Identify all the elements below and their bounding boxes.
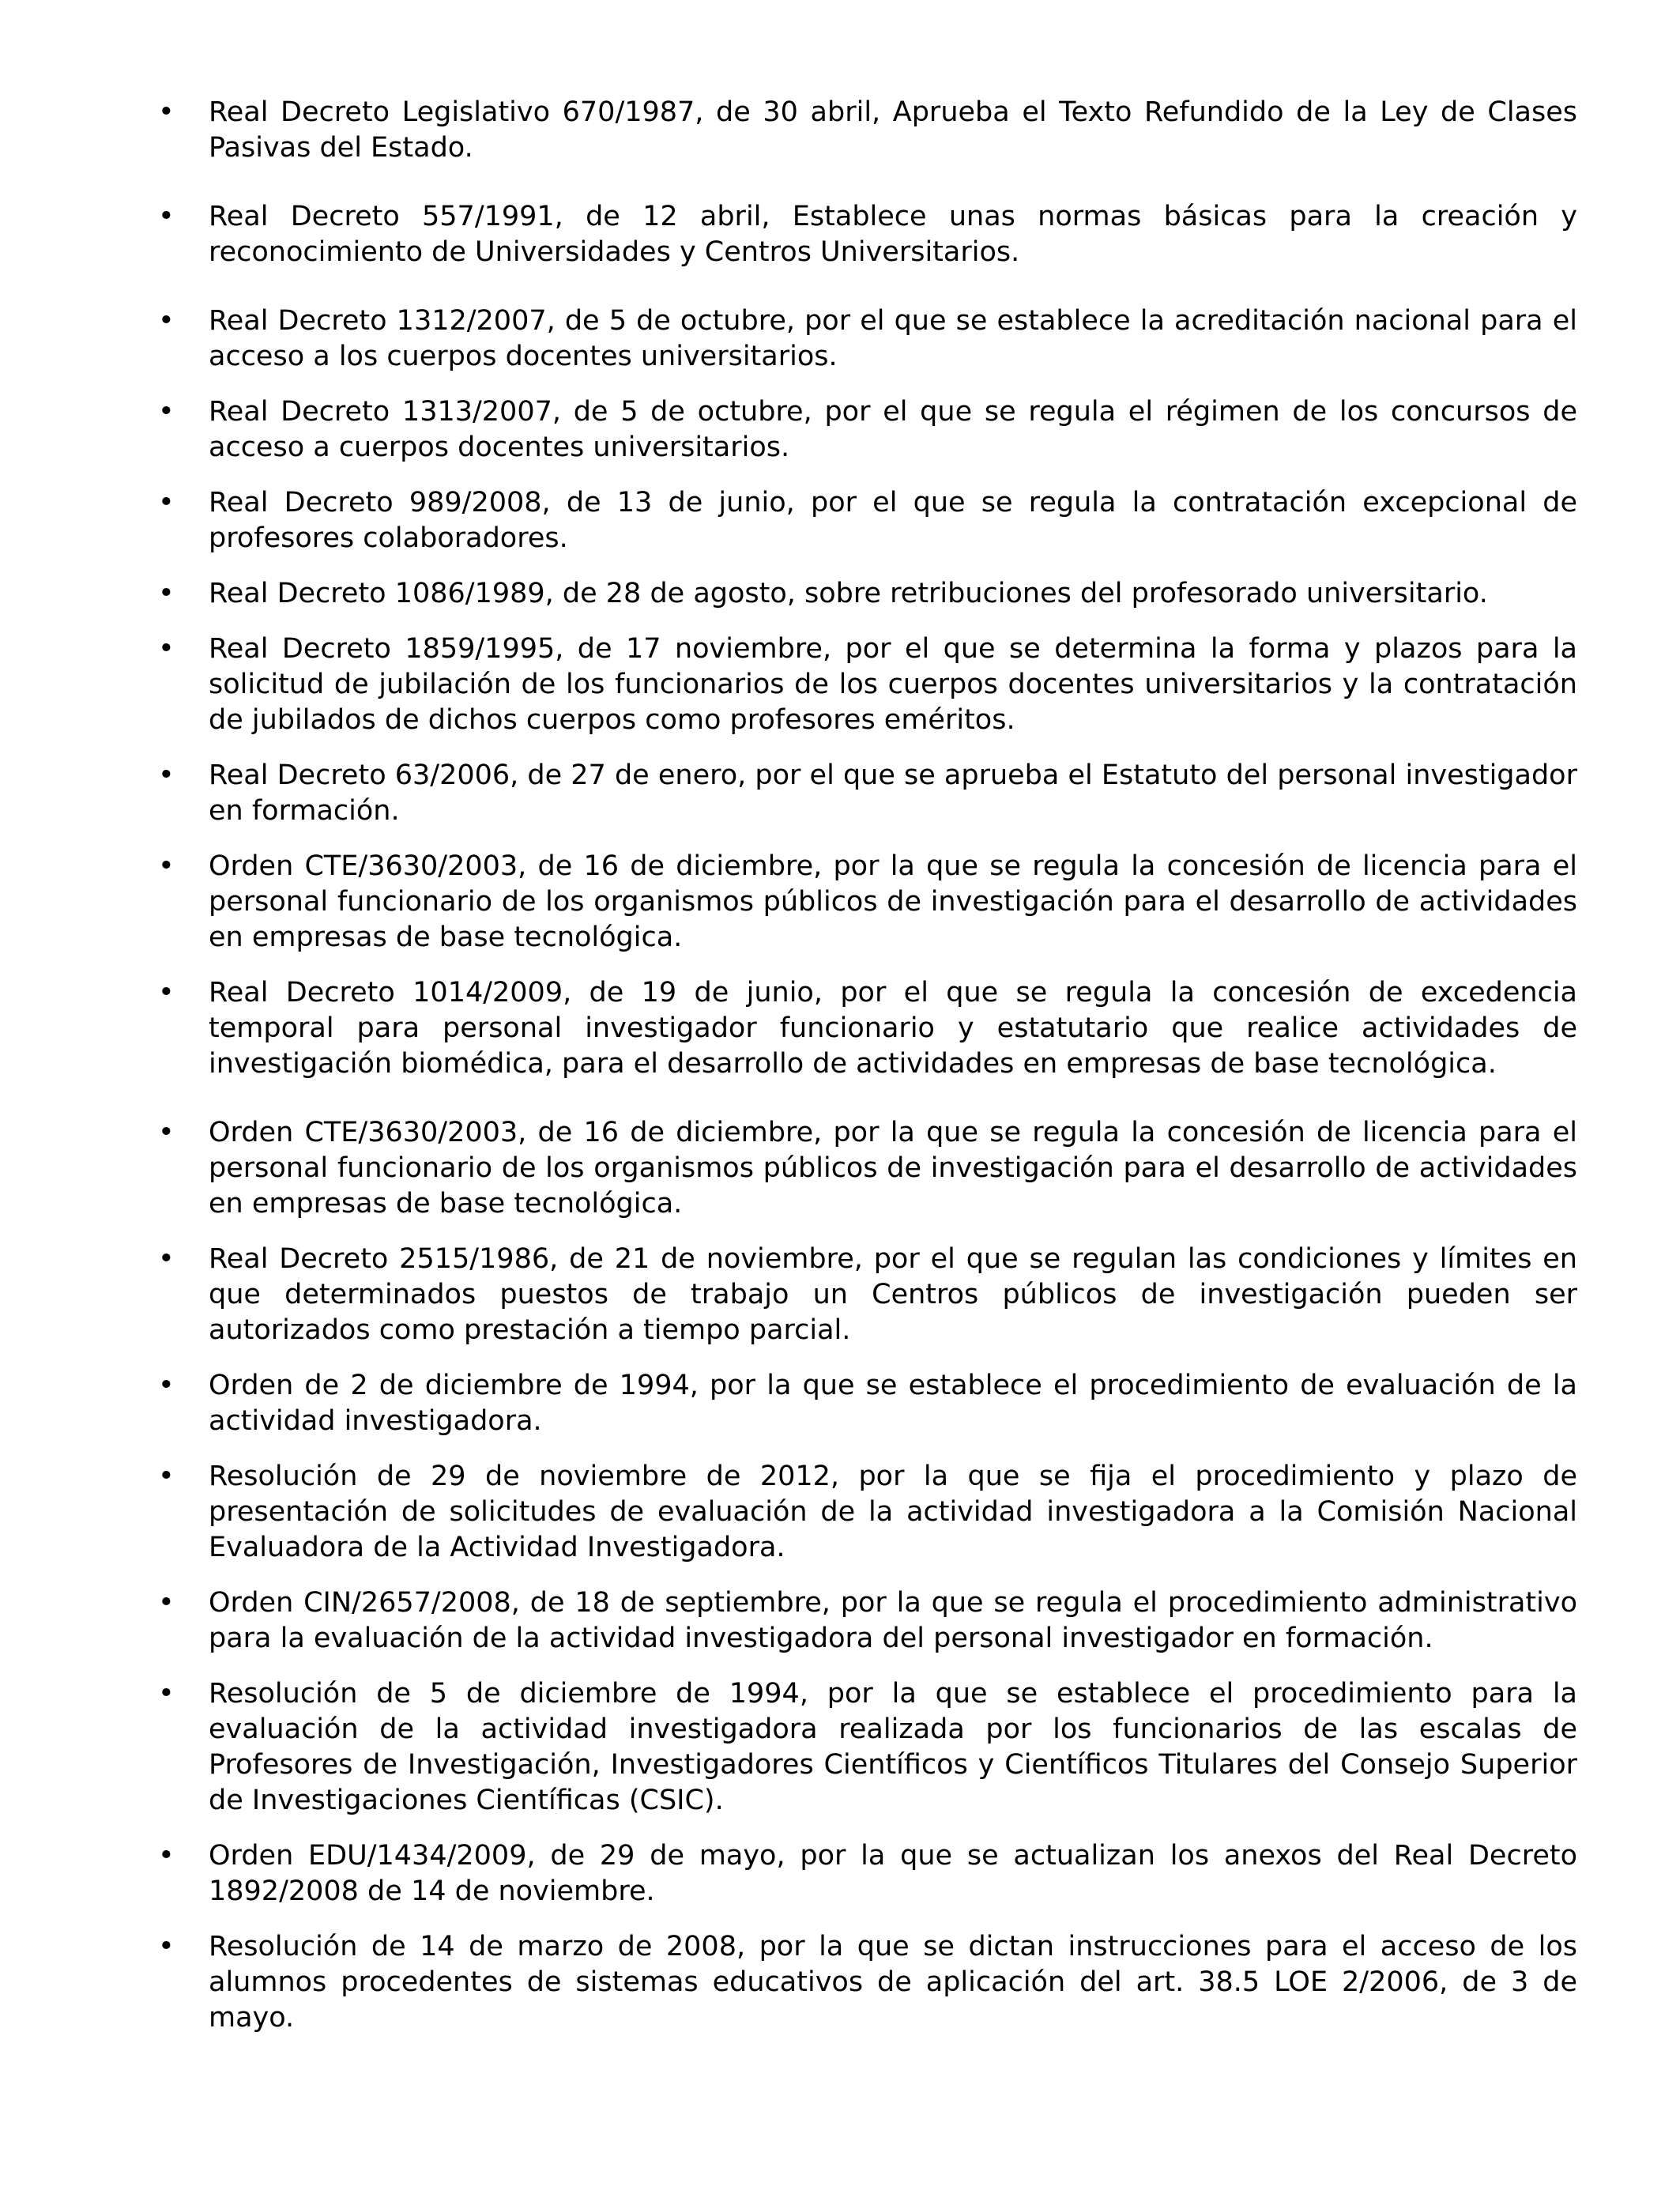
list-item — [155, 1368, 1577, 1439]
bullet-icon: • — [158, 850, 175, 882]
bullet-icon: • — [158, 96, 175, 128]
list-item-text: Real Decreto 989/2008, de 13 de junio, por el que se regula la contratación excepcional de profesores colaboradores. — [209, 487, 1577, 554]
list-item-text: Orden CIN/2657/2008, de 18 de septiembre, por la que se regula el procedimiento administrativo para la evaluación de la actividad investigadora del personal investigador en formación. — [209, 1587, 1577, 1654]
bullet-icon: • — [158, 760, 175, 791]
list-item-text: Real Decreto 557/1991, de 12 abril, Establece unas normas básicas para la creación y reconocimiento de Universidades y Centros Universitarios. — [209, 201, 1577, 268]
bullet-icon: • — [158, 1678, 175, 1710]
list-item — [155, 758, 1577, 829]
list-item-text: Orden EDU/1434/2009, de 29 de mayo, por la que se actualizan los anexos del Real Decreto 1892/2008 de 14 de noviembre. — [209, 1840, 1577, 1907]
bullet-icon: • — [158, 487, 175, 518]
bullet-icon: • — [158, 1370, 175, 1401]
list-item-text: Real Decreto 2515/1986, de 21 de noviembre, por el que se regulan las condiciones y límites en que determinados puestos de trabajo un Centros públicos de investigación pueden ser autorizados como prestación a tiempo parcial. — [209, 1243, 1577, 1346]
list-item — [155, 1929, 1577, 2036]
list-item — [155, 1242, 1577, 1348]
list-item — [155, 1838, 1577, 1909]
list-item — [155, 303, 1577, 375]
list-item-text: Orden de 2 de diciembre de 1994, por la que se establece el procedimiento de evaluación de la actividad investigadora. — [209, 1370, 1577, 1437]
list-item — [155, 485, 1577, 556]
list-item-text: Real Decreto 1313/2007, de 5 de octubre, por el que se regula el régimen de los concursos de acceso a cuerpos docentes universitarios. — [209, 396, 1577, 463]
legislation-list — [155, 95, 1577, 2036]
list-item — [155, 394, 1577, 466]
list-item — [155, 631, 1577, 738]
list-item — [155, 849, 1577, 956]
bullet-icon: • — [158, 305, 175, 337]
list-item — [155, 1585, 1577, 1657]
bullet-icon: • — [158, 396, 175, 428]
list-item-text: Real Decreto 1312/2007, de 5 de octubre, por el que se establece la acreditación nacional para el acceso a los cuerpos docentes universitarios. — [209, 305, 1577, 372]
list-item-text: Orden CTE/3630/2003, de 16 de diciembre, por la que se regula la concesión de licencia para el personal funcionario de los organismos públicos de investigación para el desarrollo de actividades en empresas de base tecnológica. — [209, 1117, 1577, 1220]
bullet-icon: • — [158, 578, 175, 609]
list-item-text: Resolución de 5 de diciembre de 1994, por la que se establece el procedimiento para la evaluación de la actividad investigadora realizada por los funcionarios de las escalas de Profesores de Investigación, Investigadores Científicos y Científicos Titulares del Consejo Superior de Investigaciones Científicas (CSIC). — [209, 1678, 1577, 1816]
list-item — [155, 975, 1577, 1082]
bullet-icon: • — [158, 1931, 175, 1962]
list-item-text: Real Decreto 1086/1989, de 28 de agosto, sobre retribuciones del profesorado universitario. — [209, 578, 1488, 609]
bullet-icon: • — [158, 201, 175, 232]
list-item — [155, 95, 1577, 166]
bullet-icon: • — [158, 1461, 175, 1492]
list-item — [155, 1676, 1577, 1819]
bullet-icon: • — [158, 977, 175, 1008]
bullet-icon: • — [158, 1243, 175, 1275]
list-item-text: Resolución de 29 de noviembre de 2012, por la que se fija el procedimiento y plazo de presentación de solicitudes de evaluación de la actividad investigadora a la Comisión Nacional Evaluadora de la Actividad Investigadora. — [209, 1461, 1577, 1563]
bullet-icon: • — [158, 633, 175, 665]
list-item-text: Real Decreto Legislativo 670/1987, de 30 abril, Aprueba el Texto Refundido de la Ley de Clases Pasivas del Estado. — [209, 96, 1577, 164]
list-item-text: Resolución de 14 de marzo de 2008, por la que se dictan instrucciones para el acceso de los alumnos procedentes de sistemas educativos de aplicación del art. 38.5 LOE 2/2006, de 3 de mayo. — [209, 1931, 1577, 2034]
list-item-text: Orden CTE/3630/2003, de 16 de diciembre, por la que se regula la concesión de licencia para el personal funcionario de los organismos públicos de investigación para el desarrollo de actividades en empresas de base tecnológica. — [209, 850, 1577, 953]
list-item — [155, 576, 1577, 612]
list-item — [155, 1459, 1577, 1566]
list-item — [155, 1115, 1577, 1222]
bullet-icon: • — [158, 1117, 175, 1148]
list-item-text: Real Decreto 63/2006, de 27 de enero, por el que se aprueba el Estatuto del personal investigador en formación. — [209, 760, 1577, 827]
list-item-text: Real Decreto 1014/2009, de 19 de junio, por el que se regula la concesión de excedencia temporal para personal investigador funcionario y estatutario que realice actividades de investigación biomédica, para el desarrollo de actividades en empresas de base tecnológica. — [209, 977, 1577, 1080]
bullet-icon: • — [158, 1840, 175, 1872]
bullet-icon: • — [158, 1587, 175, 1619]
list-item — [155, 199, 1577, 270]
list-item-text: Real Decreto 1859/1995, de 17 noviembre, por el que se determina la forma y plazos para la solicitud de jubilación de los funcionarios de los cuerpos docentes universitarios y la contratación de jubilados de dichos cuerpos como profesores eméritos. — [209, 633, 1577, 736]
